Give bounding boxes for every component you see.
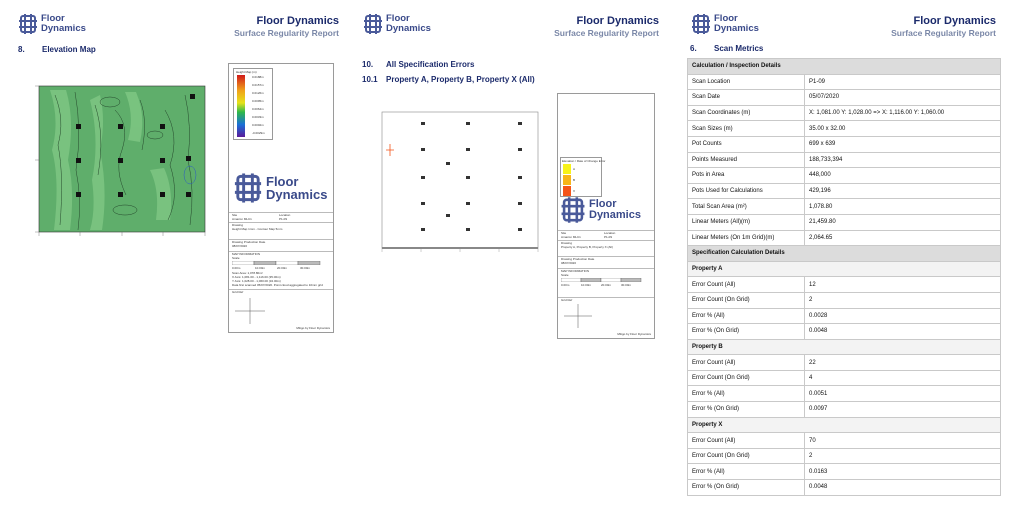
- brand-name: Floor Dynamics: [256, 15, 339, 27]
- section-number: 8.: [18, 45, 25, 54]
- table-row: [688, 90, 1001, 106]
- table-row: [688, 292, 1001, 308]
- specification-error-map: [370, 108, 550, 258]
- row-label: Error Count (All): [688, 355, 805, 371]
- logo-line-1: Floor: [266, 174, 299, 189]
- legend-label: A: [573, 167, 576, 171]
- height-legend: [233, 68, 273, 140]
- row-value: 2: [805, 448, 1001, 464]
- table-row: [688, 448, 1001, 464]
- section-number: 6.: [690, 44, 697, 53]
- row-value: 0.0051: [805, 386, 1001, 402]
- location-value: P1-09: [604, 235, 613, 239]
- scan-info-line: X Axis: 1,081.00 - 1,116.00 (35.00m): [232, 275, 281, 279]
- row-label: Error Count (On Grid): [688, 448, 805, 464]
- scan-info-line: Y Axis: 1,028.00 - 1,060.00 (32.00m): [232, 279, 281, 283]
- row-label: Pots Used for Calculations: [688, 183, 805, 199]
- row-value: 70: [805, 433, 1001, 449]
- row-value: 188,733,394: [805, 152, 1001, 168]
- table-row: [688, 183, 1001, 199]
- subsection-heading: [362, 75, 535, 84]
- table-row: [688, 105, 1001, 121]
- scan-metrics-table: [687, 58, 1001, 496]
- legend-title: Height Map (m): [236, 70, 257, 74]
- table-row: [688, 386, 1001, 402]
- property-name: Property X: [688, 417, 1001, 433]
- logo-line-1: Floor: [589, 198, 617, 210]
- table-row: [688, 433, 1001, 449]
- height-color-bar: [237, 75, 245, 137]
- scale-bar: [561, 278, 645, 282]
- logo-line-1: Floor: [41, 13, 65, 24]
- table-header: Calculation / Inspection Details: [688, 59, 1001, 75]
- row-value: 22: [805, 355, 1001, 371]
- scale-tick: 20.00m: [277, 266, 288, 270]
- row-label: Error % (All): [688, 464, 805, 480]
- table-header-row: [688, 246, 1001, 262]
- table-row: [688, 230, 1001, 246]
- table-row: [688, 74, 1001, 90]
- report-subtitle: Surface Regularity Report: [891, 28, 996, 38]
- row-value: 699 x 639: [805, 136, 1001, 152]
- grid-ref-label: Grid Ref: [232, 290, 244, 294]
- property-group-row: [688, 339, 1001, 355]
- brand-name: Floor Dynamics: [913, 15, 996, 27]
- scale-tick: 10.00m: [255, 266, 266, 270]
- floor-dynamics-logo: [691, 13, 759, 35]
- row-value: 429,196: [805, 183, 1001, 199]
- production-date-value: 08/07/2020: [232, 244, 248, 248]
- scale-label: Scale: [232, 256, 240, 260]
- scan-info-line: Scan Area: 1,078.80m²: [232, 271, 263, 275]
- table-row: [688, 152, 1001, 168]
- scale-tick: 10.00m: [581, 283, 592, 287]
- grid-ref-label: Grid Ref: [561, 298, 573, 302]
- section-heading: [362, 60, 474, 69]
- row-value: 2: [805, 292, 1001, 308]
- legend-title: Elevation / Rate of Change Error: [562, 159, 606, 163]
- site-value: Amazon MLC1: [561, 235, 581, 239]
- drawing-info-sheet: [228, 63, 334, 333]
- row-value: 0.0048: [805, 324, 1001, 340]
- section-title: Elevation Map: [42, 45, 96, 54]
- scale-tick: 20.00m: [601, 283, 612, 287]
- production-date-value: 08/07/2020: [561, 261, 577, 265]
- row-value: 21,459.80: [805, 214, 1001, 230]
- legend-value: 0.0126m: [252, 91, 264, 95]
- report-page-specification-errors: [344, 0, 672, 510]
- scale-tick: 0.00m: [232, 266, 241, 270]
- logo-line-1: Floor: [714, 13, 738, 24]
- logo-icon: [691, 13, 711, 35]
- map-surface: [382, 112, 538, 248]
- section-title: Scan Metrics: [714, 44, 764, 53]
- scan-info-line: Data first scanned 05/07/2020. Point cloud aggregated to 10mm grid: [232, 283, 323, 287]
- row-label: Scan Date: [688, 90, 805, 106]
- table-row: [688, 355, 1001, 371]
- sheet-logo: [560, 196, 641, 224]
- row-label: Error % (On Grid): [688, 480, 805, 496]
- location-label: Location: [604, 231, 616, 235]
- scale-tick: 0.00m: [561, 283, 570, 287]
- row-label: Total Scan Area (m²): [688, 199, 805, 215]
- production-date-label: Drawing Production Date: [232, 240, 266, 244]
- site-label: Site: [561, 231, 567, 235]
- map-info-label: MAP INFORMATION: [561, 269, 590, 273]
- legend-value: -0.0029m: [252, 131, 265, 135]
- row-value: 0.0028: [805, 308, 1001, 324]
- location-value: P1-09: [279, 217, 288, 221]
- row-value: 448,000: [805, 168, 1001, 184]
- location-label: Location: [279, 213, 291, 217]
- legend-label: B: [573, 178, 576, 182]
- production-date-label: Drawing Production Date: [561, 257, 595, 261]
- row-label: Points Measured: [688, 152, 805, 168]
- drawing-label: Drawing: [232, 223, 244, 227]
- row-value: 0.0097: [805, 402, 1001, 418]
- error-legend: [560, 157, 606, 197]
- property-group-row: [688, 417, 1001, 433]
- row-value: X: 1,081.00 Y: 1,028.00 => X: 1,116.00 Y: 1,060.00: [805, 105, 1001, 121]
- spec-header: Specification Calculation Details: [688, 246, 1001, 262]
- subsection-number: 10.1: [362, 75, 378, 84]
- row-value: 1,078.80: [805, 199, 1001, 215]
- scale-tick: 30.00m: [300, 266, 311, 270]
- table-row: [688, 324, 1001, 340]
- row-value: 4: [805, 370, 1001, 386]
- grid-ref-diagram: [235, 298, 265, 324]
- scale-bar: [232, 261, 322, 265]
- row-label: Error % (All): [688, 386, 805, 402]
- table-row: [688, 464, 1001, 480]
- table-row: [688, 277, 1001, 293]
- table-row: [688, 199, 1001, 215]
- row-value: 0.0163: [805, 464, 1001, 480]
- row-value: P1-09: [805, 74, 1001, 90]
- legend-swatch-a: [563, 164, 571, 174]
- table-row: [688, 168, 1001, 184]
- property-name: Property B: [688, 339, 1001, 355]
- site-value: Amazon MLC1: [232, 217, 252, 221]
- section-number: 10.: [362, 60, 374, 69]
- row-value: 2,064.65: [805, 230, 1001, 246]
- row-label: Linear Meters (All)(m): [688, 214, 805, 230]
- row-label: Pots in Area: [688, 168, 805, 184]
- logo-icon: [363, 13, 383, 35]
- section-title: All Specification Errors: [386, 60, 475, 69]
- report-subtitle: Surface Regularity Report: [234, 28, 339, 38]
- legend-swatch-x: [563, 186, 571, 196]
- table-row: [688, 370, 1001, 386]
- row-label: Error Count (All): [688, 277, 805, 293]
- row-label: Error Count (On Grid): [688, 292, 805, 308]
- row-label: Error % (On Grid): [688, 402, 805, 418]
- scale-tick: 30.00m: [621, 283, 632, 287]
- property-group-row: [688, 261, 1001, 277]
- grid-ref-diagram: [564, 304, 592, 328]
- drawing-info-sheet: [557, 93, 655, 339]
- report-subtitle: Surface Regularity Report: [554, 28, 659, 38]
- table-row: [688, 480, 1001, 496]
- table-row: [688, 402, 1001, 418]
- legend-value: 0.0002m: [252, 123, 264, 127]
- sheet-logo: [233, 172, 327, 204]
- row-value: 0.0048: [805, 480, 1001, 496]
- subsection-title: Property A, Property B, Property X (All): [386, 75, 535, 84]
- table-row: [688, 214, 1001, 230]
- logo-line-2: Dynamics: [714, 23, 759, 34]
- row-label: Error Count (All): [688, 433, 805, 449]
- row-label: Scan Location: [688, 74, 805, 90]
- floor-dynamics-logo: [18, 13, 86, 35]
- table-header-row: [688, 59, 1001, 75]
- row-label: Pot Counts: [688, 136, 805, 152]
- floor-dynamics-logo: [363, 13, 431, 35]
- row-label: Error % (On Grid): [688, 324, 805, 340]
- row-label: Scan Sizes (m): [688, 121, 805, 137]
- row-value: 12: [805, 277, 1001, 293]
- map-info-label: MAP INFORMATION: [232, 252, 261, 256]
- row-label: Scan Coordinates (m): [688, 105, 805, 121]
- elevation-map: [30, 80, 215, 240]
- row-label: Error Count (On Grid): [688, 370, 805, 386]
- site-label: Site: [232, 213, 238, 217]
- legend-value: 0.0188m: [252, 75, 264, 79]
- drawing-value: Property A, Property B, Property X (All): [561, 245, 613, 249]
- row-value: 05/07/2020: [805, 90, 1001, 106]
- row-value: 35.00 x 32.00: [805, 121, 1001, 137]
- legend-value: 0.0157m: [252, 83, 264, 87]
- drawing-label: Drawing: [561, 241, 573, 245]
- table-row: [688, 121, 1001, 137]
- row-label: Linear Meters (On 1m Grid)(m): [688, 230, 805, 246]
- section-heading: [690, 44, 763, 53]
- legend-label: X: [573, 189, 576, 193]
- legend-value: 0.0064m: [252, 107, 264, 111]
- drawing-value: Height Map 1mm - Contour Map 5mm: [232, 227, 283, 231]
- logo-icon: [18, 13, 38, 35]
- logo-icon: [560, 196, 586, 224]
- legend-value: 0.0095m: [252, 99, 264, 103]
- logo-line-2: Dynamics: [266, 187, 328, 202]
- logo-line-1: Floor: [386, 13, 410, 24]
- report-page-elevation-map: [0, 0, 342, 510]
- section-heading: [18, 45, 96, 54]
- logo-line-2: Dynamics: [386, 23, 431, 34]
- sheet-footer: Mitigo by Floor Dynamics: [296, 326, 330, 330]
- scale-label: Scale: [561, 273, 569, 277]
- logo-line-2: Dynamics: [41, 23, 86, 34]
- table-row: [688, 136, 1001, 152]
- logo-icon: [233, 172, 263, 204]
- row-label: Error % (All): [688, 308, 805, 324]
- legend-value: 0.0033m: [252, 115, 264, 119]
- table-row: [688, 308, 1001, 324]
- sheet-footer: Mitigo by Floor Dynamics: [617, 332, 651, 336]
- property-name: Property A: [688, 261, 1001, 277]
- legend-swatch-b: [563, 175, 571, 185]
- logo-line-2: Dynamics: [589, 209, 641, 221]
- brand-name: Floor Dynamics: [576, 15, 659, 27]
